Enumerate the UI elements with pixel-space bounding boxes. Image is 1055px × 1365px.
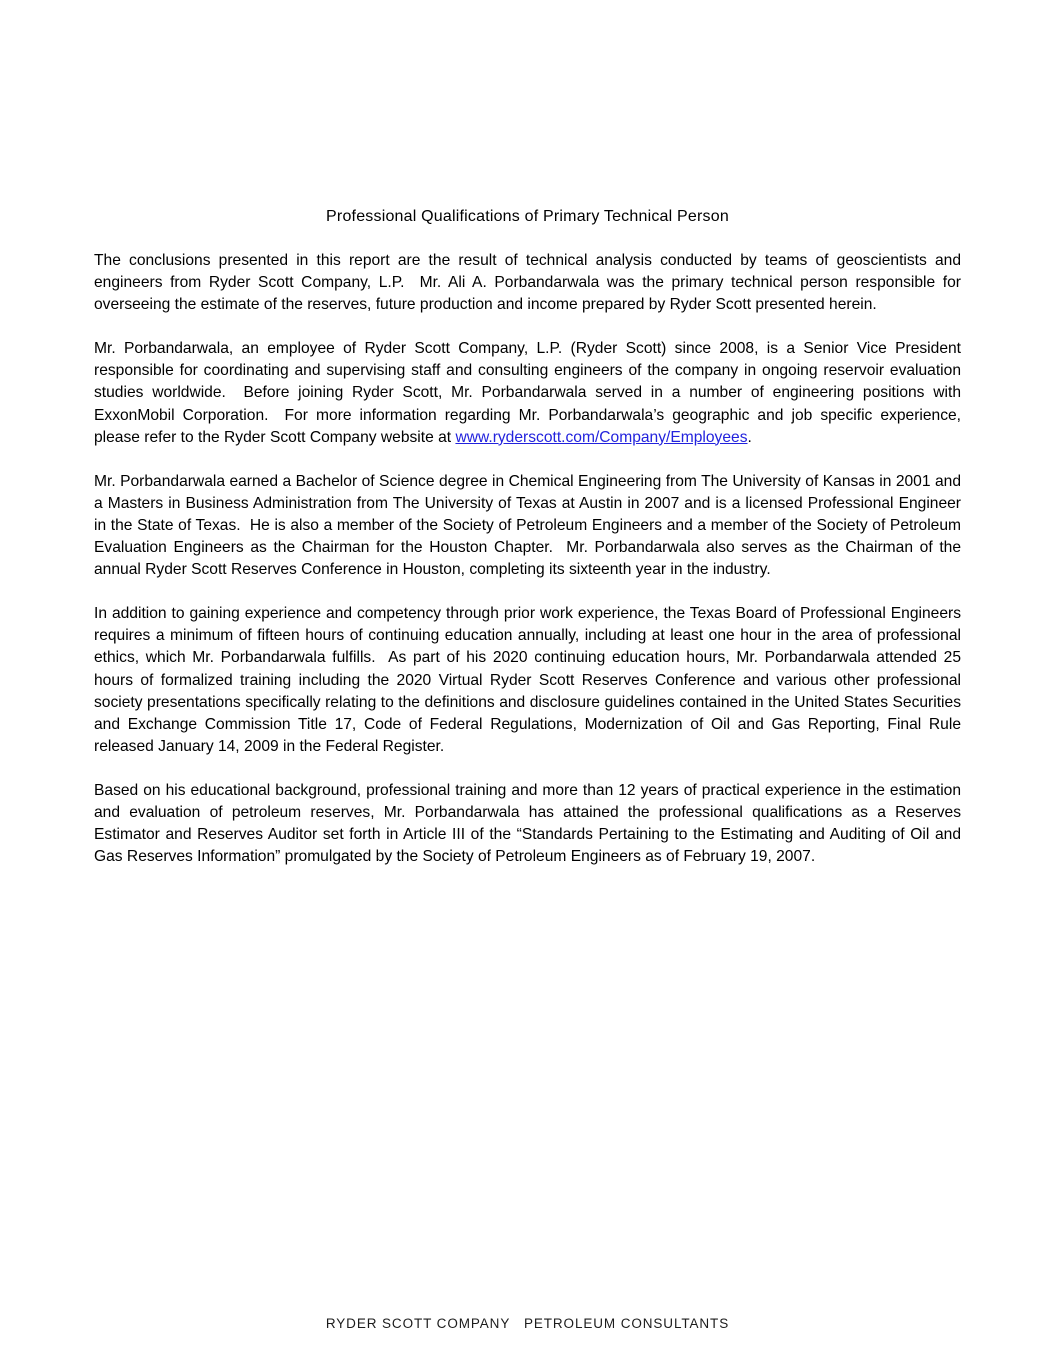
paragraph-conclusions: The conclusions presented in this report are the result of technical analysis conducted by teams of geoscientists and engineers from Ryder Scott Company, L.P. Mr. Ali A. Porbandarwala was the primary technical person responsible for overseeing the estimate of the reserves, future production and income prepared by Ryder Scott presented herein. — [94, 252, 966, 314]
paragraph-qualifications: Based on his educational background, professional training and more than 12 years of practical experience in the estimation and evaluation of petroleum reserves, Mr. Porbandarwala has attained the professional qualifications as a Reserves Estimator and Reserves Auditor set forth in Article III of the “Standards Pertaining to the Estimating and Auditing of Oil and Gas Reserves Information” promulgated by the Society of Petroleum Engineers as of February 19, 2007. — [94, 781, 966, 866]
page-title: Professional Qualifications of Primary Technical Person — [326, 208, 729, 225]
paragraph-education: Mr. Porbandarwala earned a Bachelor of Science degree in Chemical Engineering from The University of Kansas in 2001 and a Masters in Business Administration from The University of Texas at Austin in 2007 and is a licensed Professional Engineer in the State of Texas. He is also a member of the Society of Petroleum Engineers and a member of the Society of Petroleum Evaluation Engineers as the Chairman for the Houston Chapter. Mr. Porbandarwala also serves as the Chairman of the annual Ryder Scott Reserves Conference in Houston, completing its sixteenth year in the industry. — [94, 472, 966, 579]
footer-text: RYDER SCOTT COMPANY PETROLEUM CONSULTANTS — [325, 1316, 730, 1331]
paragraph-employment — [94, 338, 966, 448]
paragraph-employment-text: Mr. Porbandarwala, an employee of Ryder Scott Company, L.P. (Ryder Scott) since 2008, is a Senior Vice President responsible for coordinating and supervising staff and consulting engineers of the company in ongoing reservoir evaluation studies worldwide. Before joining Ryder Scott, Mr. Porbandarwala served in a number of engineering positions with ExxonMobil Corporation. For more information regarding Mr. Porbandarwala’s geographic and job specific experience, please refer to the Ryder Scott Company website at — [94, 340, 966, 446]
ryderscott-website-link[interactable]: www.ryderscott.com/Company/Employees — [455, 428, 748, 446]
paragraph-continuing-education: In addition to gaining experience and competency through prior work experience, the Texas Board of Professional Engineers requires a minimum of fifteen hours of continuing education annually, including at least one hour in the area of professional ethics, which Mr. Porbandarwala fulfills. As part of his 2020 continuing education hours, Mr. Porbandarwala attended 25 hours of formalized training including the 2020 Virtual Ryder Scott Reserves Conference and various other professional society presentations specifically relating to the definitions and disclosure guidelines contained in the United States Securities and Exchange Commission Title 17, Code of Federal Regulations, Modernization of Oil and Gas Reporting, Final Rule released January 14, 2009 in the Federal Register. — [94, 605, 966, 755]
document-content — [94, 0, 966, 868]
paragraph-employment-period: . — [747, 428, 752, 446]
